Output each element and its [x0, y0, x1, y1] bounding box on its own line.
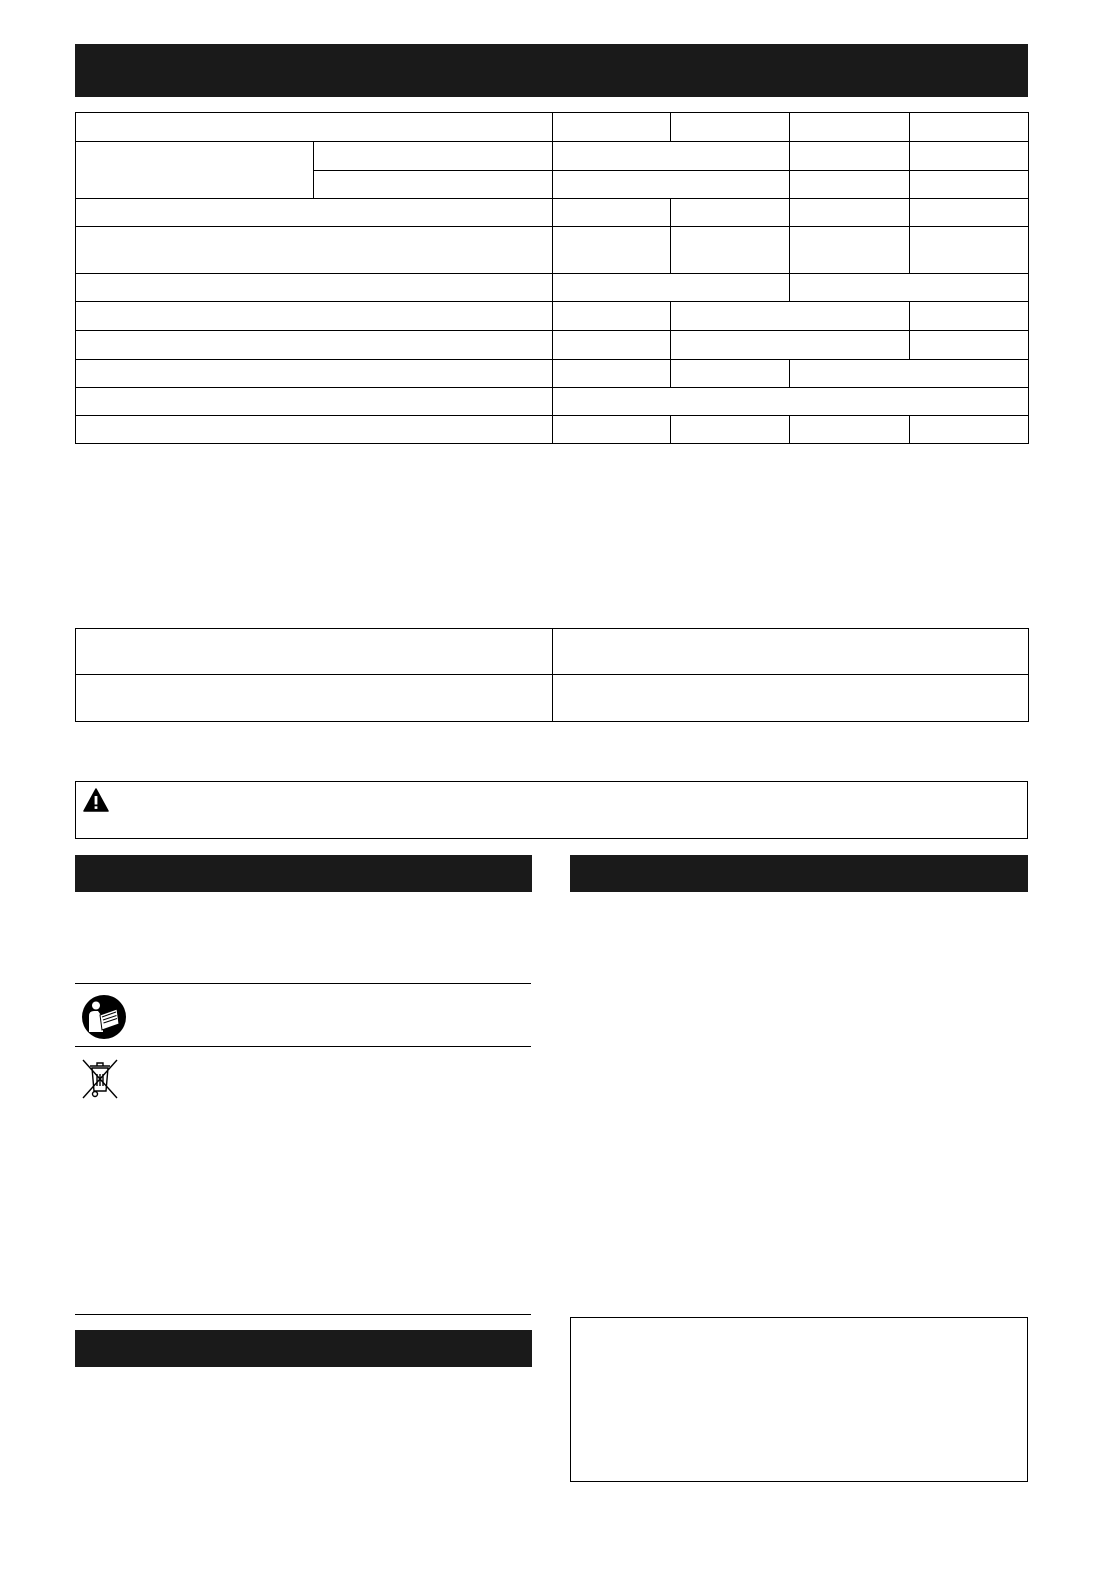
table-cell	[553, 416, 671, 444]
table-cell	[553, 227, 671, 274]
table-cell	[671, 360, 790, 388]
table-cell	[790, 171, 910, 199]
divider-line	[75, 983, 531, 984]
table-cell	[314, 171, 553, 199]
table-cell	[910, 113, 1029, 142]
table-cell	[671, 331, 910, 360]
left-section-header-bar	[75, 1330, 532, 1367]
warning-triangle-icon	[83, 788, 109, 812]
divider-line	[75, 1314, 531, 1315]
table-cell	[910, 302, 1029, 331]
read-manual-icon	[81, 994, 127, 1040]
table-row	[76, 331, 1029, 360]
table-cell	[76, 302, 553, 331]
top-section-header-bar	[75, 44, 1028, 97]
table-cell	[671, 227, 790, 274]
table-cell	[671, 113, 790, 142]
table-cell	[553, 113, 671, 142]
table-row	[76, 274, 1029, 302]
table-cell	[76, 629, 553, 675]
table-row	[76, 675, 1029, 722]
table-cell	[76, 360, 553, 388]
table-cell	[671, 199, 790, 227]
table-cell	[553, 360, 671, 388]
table-cell	[553, 302, 671, 331]
note-box	[570, 1317, 1028, 1482]
warning-box	[75, 781, 1028, 839]
right-section-header-bar	[570, 855, 1028, 892]
table-cell	[76, 416, 553, 444]
table-row	[76, 142, 1029, 171]
table-cell	[553, 388, 1029, 416]
table-cell	[553, 331, 671, 360]
left-section-header-bar	[75, 855, 532, 892]
specification-table	[75, 112, 1029, 444]
table-cell	[553, 629, 1029, 675]
table-cell	[553, 675, 1029, 722]
crossed-out-bin-icon	[81, 1058, 119, 1100]
table-cell	[671, 416, 790, 444]
table-cell	[76, 331, 553, 360]
table-cell	[790, 360, 1029, 388]
table-cell	[76, 274, 553, 302]
table-cell	[76, 675, 553, 722]
table-cell	[790, 113, 910, 142]
table-cell	[76, 199, 553, 227]
table-cell	[553, 199, 671, 227]
table-row	[76, 302, 1029, 331]
table-cell	[790, 227, 910, 274]
table-cell	[76, 388, 553, 416]
table-cell	[76, 142, 314, 199]
table-cell	[553, 274, 790, 302]
table-cell	[910, 142, 1029, 171]
table-cell	[910, 331, 1029, 360]
table-row	[76, 388, 1029, 416]
table-row	[76, 416, 1029, 444]
divider-line	[75, 1046, 531, 1047]
table-cell	[910, 416, 1029, 444]
table-cell	[910, 171, 1029, 199]
table-cell	[790, 199, 910, 227]
table-cell	[671, 302, 910, 331]
table-cell	[790, 416, 910, 444]
table-row	[76, 199, 1029, 227]
table-cell	[553, 171, 790, 199]
table-cell	[910, 199, 1029, 227]
table-cell	[553, 142, 790, 171]
table-cell	[314, 142, 553, 171]
table-cell	[790, 274, 1029, 302]
table-row	[76, 227, 1029, 274]
table-cell	[790, 142, 910, 171]
table-row	[76, 360, 1029, 388]
table-row	[76, 629, 1029, 675]
table-cell	[910, 227, 1029, 274]
table-cell	[76, 227, 553, 274]
table-cell	[76, 113, 553, 142]
table-row	[76, 113, 1029, 142]
secondary-table	[75, 628, 1029, 722]
